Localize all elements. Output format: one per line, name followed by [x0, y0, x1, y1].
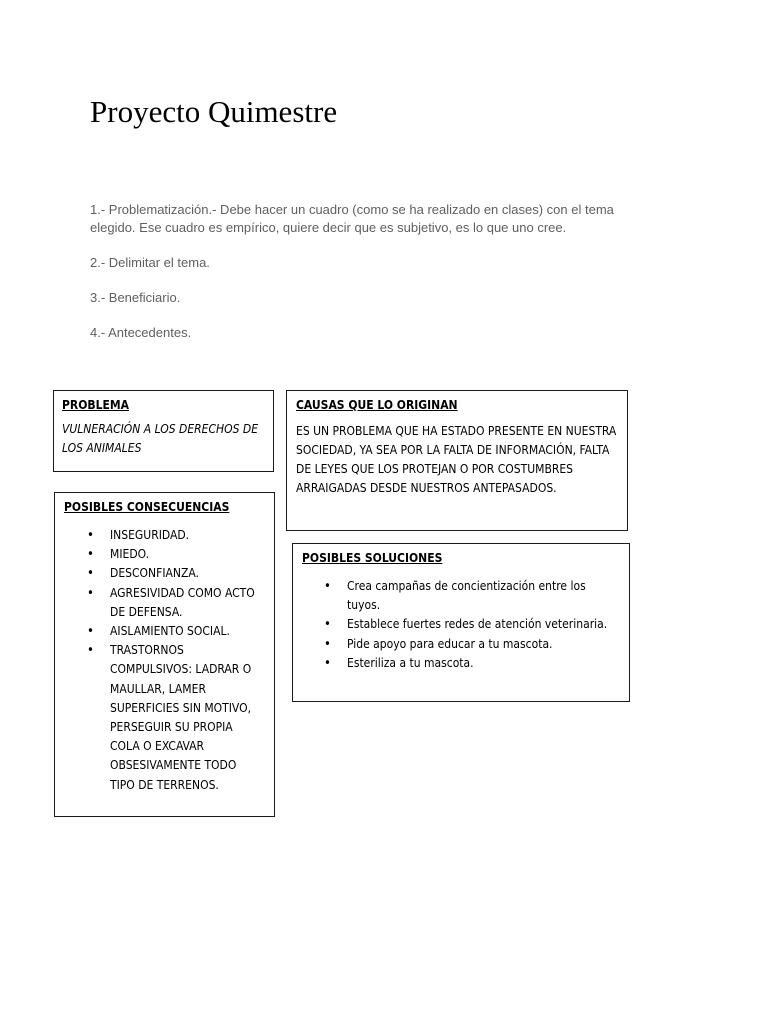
problema-text: VULNERACIÓN A LOS DERECHOS DE LOS ANIMALES: [62, 422, 259, 455]
soluciones-box: [292, 543, 630, 702]
consecuencias-list: [110, 526, 259, 795]
step-3: 3.- Beneficiario.: [90, 290, 181, 305]
causas-heading: CAUSAS QUE LO ORIGINAN: [296, 398, 458, 412]
list-item: • MIEDO.: [110, 545, 259, 564]
causas-box: [286, 390, 628, 531]
problema-heading: PROBLEMA: [62, 398, 129, 412]
step-4: 4.- Antecedentes.: [90, 325, 192, 340]
list-item: • AISLAMIENTO SOCIAL.: [110, 622, 259, 641]
document-title: Proyecto Quimestre: [90, 94, 338, 129]
list-item: • Esteriliza a tu mascota.: [347, 654, 612, 673]
soluciones-list: [347, 577, 612, 673]
step-2: 2.- Delimitar el tema.: [90, 255, 210, 270]
soluciones-heading: POSIBLES SOLUCIONES: [302, 551, 443, 565]
list-item: • DESCONFIANZA.: [110, 564, 259, 583]
list-item: • INSEGURIDAD.: [110, 526, 259, 545]
step-1: 1.- Problematización.- Debe hacer un cuadro (como se ha realizado en clases) con el tema elegido. Ese cuadro es empírico, quiere decir que es subjetivo, es lo que uno cree.: [90, 202, 614, 235]
list-item: • Crea campañas de concientización entre los tuyos.: [347, 577, 612, 615]
list-item: • TRASTORNOS COMPULSIVOS: LADRAR O MAULLAR, LAMER SUPERFICIES SIN MOTIVO, PERSEGUIR SU PROPIA COLA O EXCAVAR OBSESIVAMENTE TODO TIPO DE TERRENOS.: [110, 641, 259, 795]
steps-list: [90, 201, 650, 359]
consecuencias-box: [54, 492, 275, 817]
problema-box: [53, 390, 274, 472]
list-item: • Pide apoyo para educar a tu mascota.: [347, 635, 612, 654]
causas-text: ES UN PROBLEMA QUE HA ESTADO PRESENTE EN NUESTRA SOCIEDAD, YA SEA POR LA FALTA DE INFORMACIÓN, FALTA DE LEYES QUE LOS PROTEJAN O POR COSTUMBRES ARRAIGADAS DESDE NUESTROS ANTEPASADOS.: [296, 424, 617, 495]
list-item: • AGRESIVIDAD COMO ACTO DE DEFENSA.: [110, 584, 259, 622]
list-item: • Establece fuertes redes de atención veterinaria.: [347, 615, 612, 634]
consecuencias-heading: POSIBLES CONSECUENCIAS: [64, 500, 230, 514]
